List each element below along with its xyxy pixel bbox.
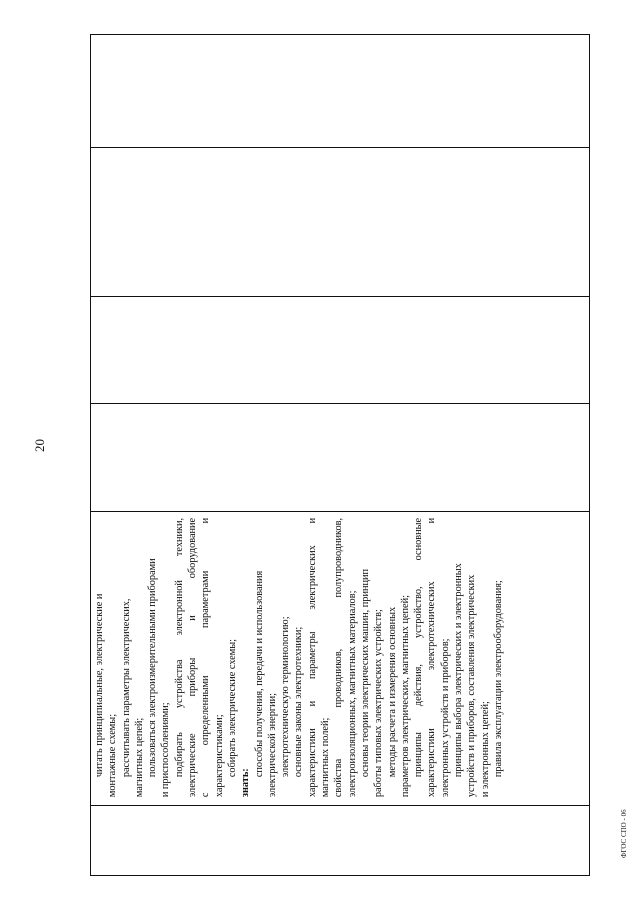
content-word: основные [413, 517, 425, 561]
table-col-competence [91, 35, 589, 147]
content-word: и [200, 517, 212, 524]
content-line: знать: [240, 768, 252, 798]
content-word: проводников, [333, 648, 345, 708]
content-line: электротехническую терминологию; [280, 616, 292, 778]
content-line [173, 518, 186, 797]
content-line: способы получения, передачи и использования [253, 570, 265, 778]
content-word: устройство, [413, 586, 425, 639]
content-line: работы типовых электрических устройств; [373, 609, 385, 798]
content-line: параметров электрических, магнитных цепей; [399, 595, 411, 798]
content-word: определенными [200, 675, 212, 746]
content-word: и [426, 517, 438, 524]
content-word: электронной [173, 580, 185, 636]
content-word: с [200, 792, 212, 798]
content-line: методы расчета и измерения основных [386, 606, 398, 778]
content-word: характеристики [306, 728, 318, 798]
content-line [186, 518, 199, 797]
table-col-code [91, 147, 589, 297]
content-word: принципы [413, 732, 425, 778]
content-word: параметрами [200, 570, 212, 629]
content-word: и [306, 700, 318, 707]
content-word: подбирать [173, 732, 185, 778]
content-word: параметры [306, 631, 318, 679]
rotated-table [90, 34, 590, 876]
content-line: монтажные схемы; [107, 713, 119, 798]
content-line: основные законы электротехники; [293, 626, 305, 778]
content-line: электронных устройств и приборов; [439, 638, 451, 798]
table-col-discipline [91, 296, 589, 403]
content-word: техники, [173, 517, 185, 557]
content-word: оборудование [187, 517, 199, 579]
content-word: действия, [413, 664, 425, 707]
content-word: приборы [187, 657, 199, 697]
content-line [425, 518, 438, 797]
content-line: магнитных полей; [320, 717, 332, 798]
content-line [199, 518, 212, 797]
content-word: электротехнических [426, 581, 438, 671]
content-line: устройств и приборов, составления электрических [466, 574, 478, 798]
content-word: и [306, 517, 318, 524]
content-word: электрические [187, 733, 199, 798]
content-line: электрической энергии; [266, 693, 278, 798]
table-col-index [91, 805, 589, 875]
page-number: 20 [32, 439, 47, 452]
content-line: характеристиками; [213, 714, 225, 798]
content-line: и электронных цепей; [479, 701, 491, 798]
content-line: и приспособлениями; [160, 702, 172, 798]
content-line: рассчитывать параметры электрических, [120, 598, 132, 778]
content-line [306, 518, 319, 797]
footer-code: ФГОС СПО - 06 [620, 809, 628, 858]
content-line: читать принципиальные, электрические и [94, 593, 105, 778]
content-word: полупроводников, [333, 517, 345, 598]
content-line: электроизоляционных, магнитных материалов; [346, 590, 358, 798]
content-word: характеристики [426, 728, 438, 798]
content-word: электрических [306, 545, 318, 610]
content-word: свойства [333, 758, 345, 798]
content-word: и [187, 615, 199, 621]
content-line: собирать электрические схемы; [226, 638, 238, 778]
table-col-hours [91, 403, 589, 511]
content-line: магнитных цепей; [133, 717, 145, 798]
content-word: устройства [173, 659, 185, 709]
content-line: правила эксплуатации электрооборудования; [492, 580, 504, 778]
content-line [412, 518, 425, 797]
content-line: основы теории электрических машин, принцип [359, 568, 371, 778]
content-line: пользоваться электроизмерительными приборами [147, 558, 159, 778]
content-line [332, 518, 345, 797]
table-col-content [91, 511, 589, 805]
content-line: принципы выбора электрических и электронных [453, 563, 465, 778]
